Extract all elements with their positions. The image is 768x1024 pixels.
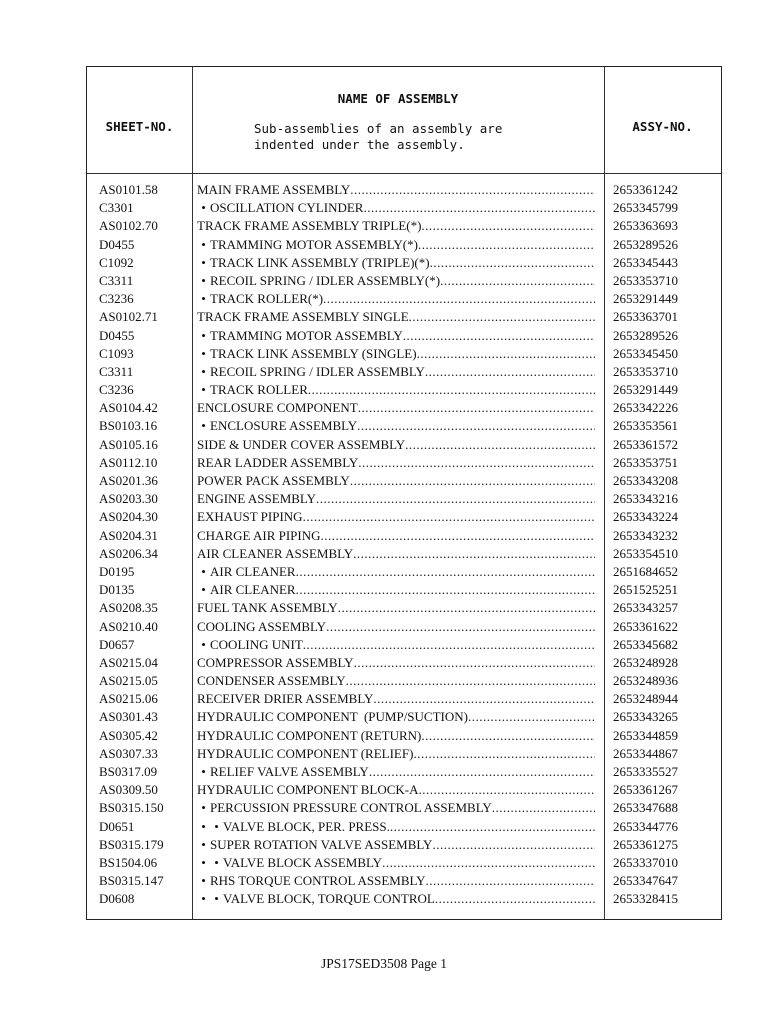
dot-leader [353,545,595,563]
table-body [87,181,721,909]
sheet-no-cell: AS0215.06 [99,691,158,707]
indent-bullet-icon: • [201,764,206,779]
assembly-name-text: TRACK ROLLER [210,382,308,398]
table-row [87,472,721,490]
dot-leader [492,799,595,817]
table-row [87,581,721,599]
header-indent-note [254,121,502,153]
assembly-name-text: VALVE BLOCK, TORQUE CONTROL [223,891,435,907]
table-row [87,454,721,472]
indent-bullet-icon: • [201,582,206,598]
indent-bullet-icon: • [201,636,206,652]
table-row [87,727,721,745]
dot-leader [338,599,595,617]
dot-leader [421,727,595,745]
sheet-no-cell: BS0315.147 [99,873,164,889]
dot-leader [373,690,595,708]
assembly-name-cell [197,872,595,890]
sheet-no-cell: AS0102.71 [99,309,158,325]
sheet-no-cell: C1093 [99,345,134,361]
table-row [87,872,721,890]
assembly-name-text: CHARGE AIR PIPING [197,527,321,543]
assy-no-cell: 2653345682 [613,636,678,652]
assembly-name-text: COMPRESSOR ASSEMBLY [197,654,354,670]
sheet-no-cell: AS0104.42 [99,400,158,416]
assembly-name-text: TRAMMING MOTOR ASSEMBLY [210,327,403,343]
sheet-no-cell: AS0204.30 [99,509,158,525]
indent-bullet-icon: • [201,818,206,834]
assembly-name-cell [197,290,595,308]
dot-leader [425,363,595,381]
assy-no-cell: 2653363701 [613,309,678,325]
sheet-no-cell: C3301 [99,200,134,216]
table-row [87,545,721,563]
table-row [87,818,721,836]
assy-no-cell: 2651684652 [613,563,678,579]
assy-no-cell: 2651525251 [613,582,678,598]
sheet-no-cell: AS0309.50 [99,782,158,798]
sheet-no-cell: AS0305.42 [99,727,158,743]
sheet-no-cell: AS0101.58 [99,182,158,197]
assy-no-cell: 2653361275 [613,836,678,852]
dot-leader [417,345,595,363]
table-row [87,381,721,399]
assembly-name-cell [197,599,595,617]
sheet-no-cell: AS0307.33 [99,745,158,761]
assembly-name-cell [197,308,595,326]
sheet-no-cell: C3236 [99,382,134,398]
indent-bullet-icon: • [201,382,206,398]
dot-leader [426,872,595,890]
assembly-name-text: RHS TORQUE CONTROL ASSEMBLY [210,873,426,889]
assy-no-cell: 2653248928 [613,654,678,670]
sheet-no-cell: AS0204.31 [99,527,158,543]
table-row [87,417,721,435]
table-row [87,199,721,217]
sheet-no-cell: AS0206.34 [99,545,158,561]
table-row [87,363,721,381]
assembly-name-text: REAR LADDER ASSEMBLY [197,454,359,470]
sheet-no-cell: C3311 [99,363,134,379]
assembly-name-text: ENCLOSURE ASSEMBLY [210,418,358,434]
assy-no-cell: 2653289526 [613,327,678,343]
dot-leader [303,508,595,526]
dot-leader [390,818,595,836]
dot-leader [316,490,595,508]
dot-leader [323,290,595,308]
dot-leader [432,836,595,854]
assy-no-cell: 2653343216 [613,491,678,507]
table-row [87,272,721,290]
assembly-name-cell [197,527,595,545]
assembly-name-text: SIDE & UNDER COVER ASSEMBLY [197,436,406,452]
assy-no-cell: 2653361242 [613,182,678,197]
assembly-name-text: RELIEF VALVE ASSEMBLY [210,764,369,779]
sheet-no-cell: BS1504.06 [99,854,158,870]
assembly-name-cell [197,199,595,217]
assy-no-cell: 2653289526 [613,236,678,252]
assembly-name-cell [197,581,595,599]
indent-bullet-icon: • [201,563,206,579]
dot-leader [350,472,595,490]
assembly-name-text: TRACK ROLLER(*) [210,291,324,307]
assembly-name-cell [197,818,595,836]
assy-no-cell: 2653345443 [613,254,678,270]
assembly-name-cell [197,727,595,745]
assembly-name-cell [197,508,595,526]
assembly-name-text: HYDRAULIC COMPONENT (RELIEF) [197,745,414,761]
table-row [87,508,721,526]
indent-bullet-icon: • [201,200,206,216]
assembly-name-text: MAIN FRAME ASSEMBLY [197,182,351,197]
assembly-name-text: VALVE BLOCK, PER. PRESS. [223,818,390,834]
sheet-no-cell: AS0301.43 [99,709,158,725]
sheet-no-cell: BS0103.16 [99,418,158,434]
assembly-name-cell [197,545,595,563]
assembly-name-cell [197,272,595,290]
sheet-no-cell: AS0112.10 [99,454,158,470]
assy-no-cell: 2653343265 [613,709,678,725]
assembly-name-text: ENCLOSURE COMPONENT [197,400,358,416]
table-row [87,217,721,235]
assy-no-cell: 2653354510 [613,545,678,561]
sheet-no-cell: D0657 [99,636,135,652]
assembly-name-text: HYDRAULIC COMPONENT BLOCK-A [197,782,419,798]
assembly-name-cell [197,472,595,490]
table-row [87,763,721,781]
assembly-name-text: HYDRAULIC COMPONENT (RETURN) [197,727,422,743]
page-footer: JPS17SED3508 Page 1 [320,956,447,971]
assembly-name-cell [197,618,595,636]
dot-leader [382,854,595,872]
assy-no-cell: 2653361267 [613,782,678,798]
assy-no-cell: 2653291449 [613,291,678,307]
assembly-name-cell [197,436,595,454]
header-assy-no: ASSY-NO. [632,119,693,134]
assembly-name-cell [197,781,595,799]
assembly-name-text: TRACK LINK ASSEMBLY (SINGLE) [210,345,417,361]
assembly-name-cell [197,636,595,654]
table-row [87,781,721,799]
dot-leader [350,181,595,199]
dot-leader [419,781,596,799]
assembly-name-cell [197,690,595,708]
assembly-name-cell [197,236,595,254]
assy-no-cell: 2653361572 [613,436,678,452]
sheet-no-cell: D0455 [99,327,135,343]
assembly-name-text: SUPER ROTATION VALVE ASSEMBLY [210,836,433,852]
sheet-no-cell: D0195 [99,563,135,579]
table-row [87,690,721,708]
indent-bullet-icon: • [214,891,219,907]
assembly-name-text: ENGINE ASSEMBLY [197,491,316,507]
sheet-no-cell: AS0201.36 [99,473,158,488]
assembly-name-text: EXHAUST PIPING [197,509,303,525]
table-row [87,745,721,763]
assembly-name-cell [197,836,595,854]
assembly-name-text: TRACK LINK ASSEMBLY (TRIPLE)(*) [210,254,430,270]
assy-no-cell: 2653248936 [613,673,678,689]
sheet-no-cell: D0651 [99,818,135,834]
assembly-name-text: PERCUSSION PRESSURE CONTROL ASSEMBLY [210,800,492,816]
assembly-name-cell [197,890,595,908]
dot-leader [296,563,595,581]
assembly-name-cell [197,563,595,581]
assembly-name-text: FUEL TANK ASSEMBLY [197,600,338,616]
dot-leader [405,436,595,454]
dot-leader [435,890,595,908]
assy-no-cell: 2653344776 [613,818,678,834]
assembly-name-cell [197,345,595,363]
dot-leader [409,308,595,326]
assembly-name-text: COOLING ASSEMBLY [197,618,327,634]
header-name-of-assembly: NAME OF ASSEMBLY [337,91,459,106]
sheet-no-cell: AS0210.40 [99,618,158,634]
assembly-name-text: TRAMMING MOTOR ASSEMBLY(*) [210,236,418,252]
assy-no-cell: 2653353710 [613,363,678,379]
assy-no-cell: 2653328415 [613,891,678,907]
assembly-name-cell [197,672,595,690]
dot-leader [296,581,595,599]
table-row [87,799,721,817]
assembly-name-cell [197,654,595,672]
table-row [87,836,721,854]
indent-bullet-icon: • [201,418,206,434]
table-row [87,672,721,690]
assy-no-cell: 2653335527 [613,764,678,779]
indent-bullet-icon: • [201,891,206,907]
table-row [87,290,721,308]
assembly-name-cell [197,381,595,399]
table-row [87,527,721,545]
assy-no-cell: 2653343224 [613,509,678,525]
assembly-name-text: HYDRAULIC COMPONENT (PUMP/SUCTION) [197,709,468,725]
indent-bullet-icon: • [201,254,206,270]
table-row [87,327,721,345]
assy-no-cell: 2653343208 [613,473,678,488]
dot-leader [358,454,595,472]
sheet-no-cell: C3311 [99,272,134,288]
dot-leader [354,654,595,672]
indent-bullet-icon: • [201,272,206,288]
table-row [87,890,721,908]
dot-leader [413,745,595,763]
table-row [87,236,721,254]
assy-no-cell: 2653343257 [613,600,678,616]
dot-leader [363,199,595,217]
sheet-no-cell: AS0102.70 [99,218,158,234]
assembly-name-cell [197,181,595,199]
header-divider [87,173,721,174]
assy-no-cell: 2653353561 [613,418,678,434]
table-row [87,490,721,508]
assembly-name-cell [197,454,595,472]
dot-leader [418,236,595,254]
assembly-name-cell [197,745,595,763]
assembly-name-text: AIR CLEANER [210,582,296,598]
indent-bullet-icon: • [201,345,206,361]
table-row [87,854,721,872]
assembly-name-text: RECOIL SPRING / IDLER ASSEMBLY(*) [210,272,441,288]
table-row [87,636,721,654]
assembly-name-cell [197,417,595,435]
assy-no-cell: 2653353710 [613,272,678,288]
assembly-name-text: AIR CLEANER ASSEMBLY [197,545,354,561]
assembly-name-text: TRACK FRAME ASSEMBLY TRIPLE(*) [197,218,422,234]
assembly-name-text: TRACK FRAME ASSEMBLY SINGLE [197,309,409,325]
header-note-line1: Sub-assemblies of an assembly are [254,121,503,136]
sheet-no-cell: BS0315.179 [99,836,164,852]
assembly-name-text: COOLING UNIT [210,636,303,652]
assembly-name-text: RECOIL SPRING / IDLER ASSEMBLY [210,363,425,379]
dot-leader [421,217,595,235]
sheet-no-cell: BS0317.09 [99,764,158,779]
assembly-name-cell [197,799,595,817]
table-row [87,654,721,672]
dot-leader [369,763,595,781]
dot-leader [468,708,595,726]
dot-leader [357,417,595,435]
assy-no-cell: 2653347647 [613,873,678,889]
sheet-no-cell: AS0215.04 [99,654,158,670]
sheet-no-cell: C3236 [99,291,134,307]
sheet-no-cell: D0608 [99,891,135,907]
assy-no-cell: 2653344867 [613,745,678,761]
sheet-no-cell: D0135 [99,582,135,598]
table-row [87,563,721,581]
table-row [87,708,721,726]
dot-leader [440,272,595,290]
sheet-no-cell: C1092 [99,254,134,270]
indent-bullet-icon: • [201,800,206,816]
sheet-no-cell: AS0203.30 [99,491,158,507]
assy-no-cell: 2653347688 [613,800,678,816]
assembly-name-text: OSCILLATION CYLINDER [210,200,364,216]
table-row [87,599,721,617]
table-row [87,181,721,199]
assembly-name-cell [197,708,595,726]
dot-leader [346,672,595,690]
assy-no-cell: 2653361622 [613,618,678,634]
assembly-name-cell [197,399,595,417]
header-sheet-no: SHEET-NO. [105,119,174,134]
dot-leader [358,399,595,417]
assembly-name-text: RECEIVER DRIER ASSEMBLY [197,691,374,707]
table-row [87,345,721,363]
sheet-no-cell: BS0315.150 [99,800,164,816]
assy-no-cell: 2653343232 [613,527,678,543]
indent-bullet-icon: • [214,818,219,834]
table-row [87,399,721,417]
assy-no-cell: 2653248944 [613,691,678,707]
assembly-name-cell [197,854,595,872]
sheet-no-cell: AS0105.16 [99,436,158,452]
assy-no-cell: 2653345450 [613,345,678,361]
assembly-name-cell [197,763,595,781]
sheet-no-cell: D0455 [99,236,135,252]
assy-no-cell: 2653344859 [613,727,678,743]
table-row [87,254,721,272]
indent-bullet-icon: • [201,291,206,307]
dot-leader [326,618,595,636]
indent-bullet-icon: • [201,873,206,889]
assembly-name-text: VALVE BLOCK ASSEMBLY [223,854,383,870]
assembly-table [86,66,722,920]
indent-bullet-icon: • [201,854,206,870]
assembly-name-cell [197,490,595,508]
dot-leader [303,636,595,654]
table-row [87,436,721,454]
assembly-name-cell [197,363,595,381]
assy-no-cell: 2653345799 [613,200,678,216]
assy-no-cell: 2653342226 [613,400,678,416]
indent-bullet-icon: • [201,836,206,852]
table-row [87,618,721,636]
assy-no-cell: 2653291449 [613,382,678,398]
indent-bullet-icon: • [201,236,206,252]
dot-leader [430,254,595,272]
indent-bullet-icon: • [214,854,219,870]
assembly-name-cell [197,327,595,345]
assembly-name-text: CONDENSER ASSEMBLY [197,673,346,689]
table-row [87,308,721,326]
indent-bullet-icon: • [201,363,206,379]
assembly-name-text: POWER PACK ASSEMBLY [197,473,350,488]
assembly-name-cell [197,217,595,235]
sheet-no-cell: AS0215.05 [99,673,158,689]
dot-leader [308,381,595,399]
assy-no-cell: 2653353751 [613,454,678,470]
assy-no-cell: 2653363693 [613,218,678,234]
dot-leader [321,527,595,545]
assy-no-cell: 2653337010 [613,854,678,870]
sheet-no-cell: AS0208.35 [99,600,158,616]
assembly-name-cell [197,254,595,272]
header-note-line2: indented under the assembly. [254,137,465,152]
indent-bullet-icon: • [201,327,206,343]
assembly-name-text: AIR CLEANER [210,563,296,579]
dot-leader [403,327,595,345]
